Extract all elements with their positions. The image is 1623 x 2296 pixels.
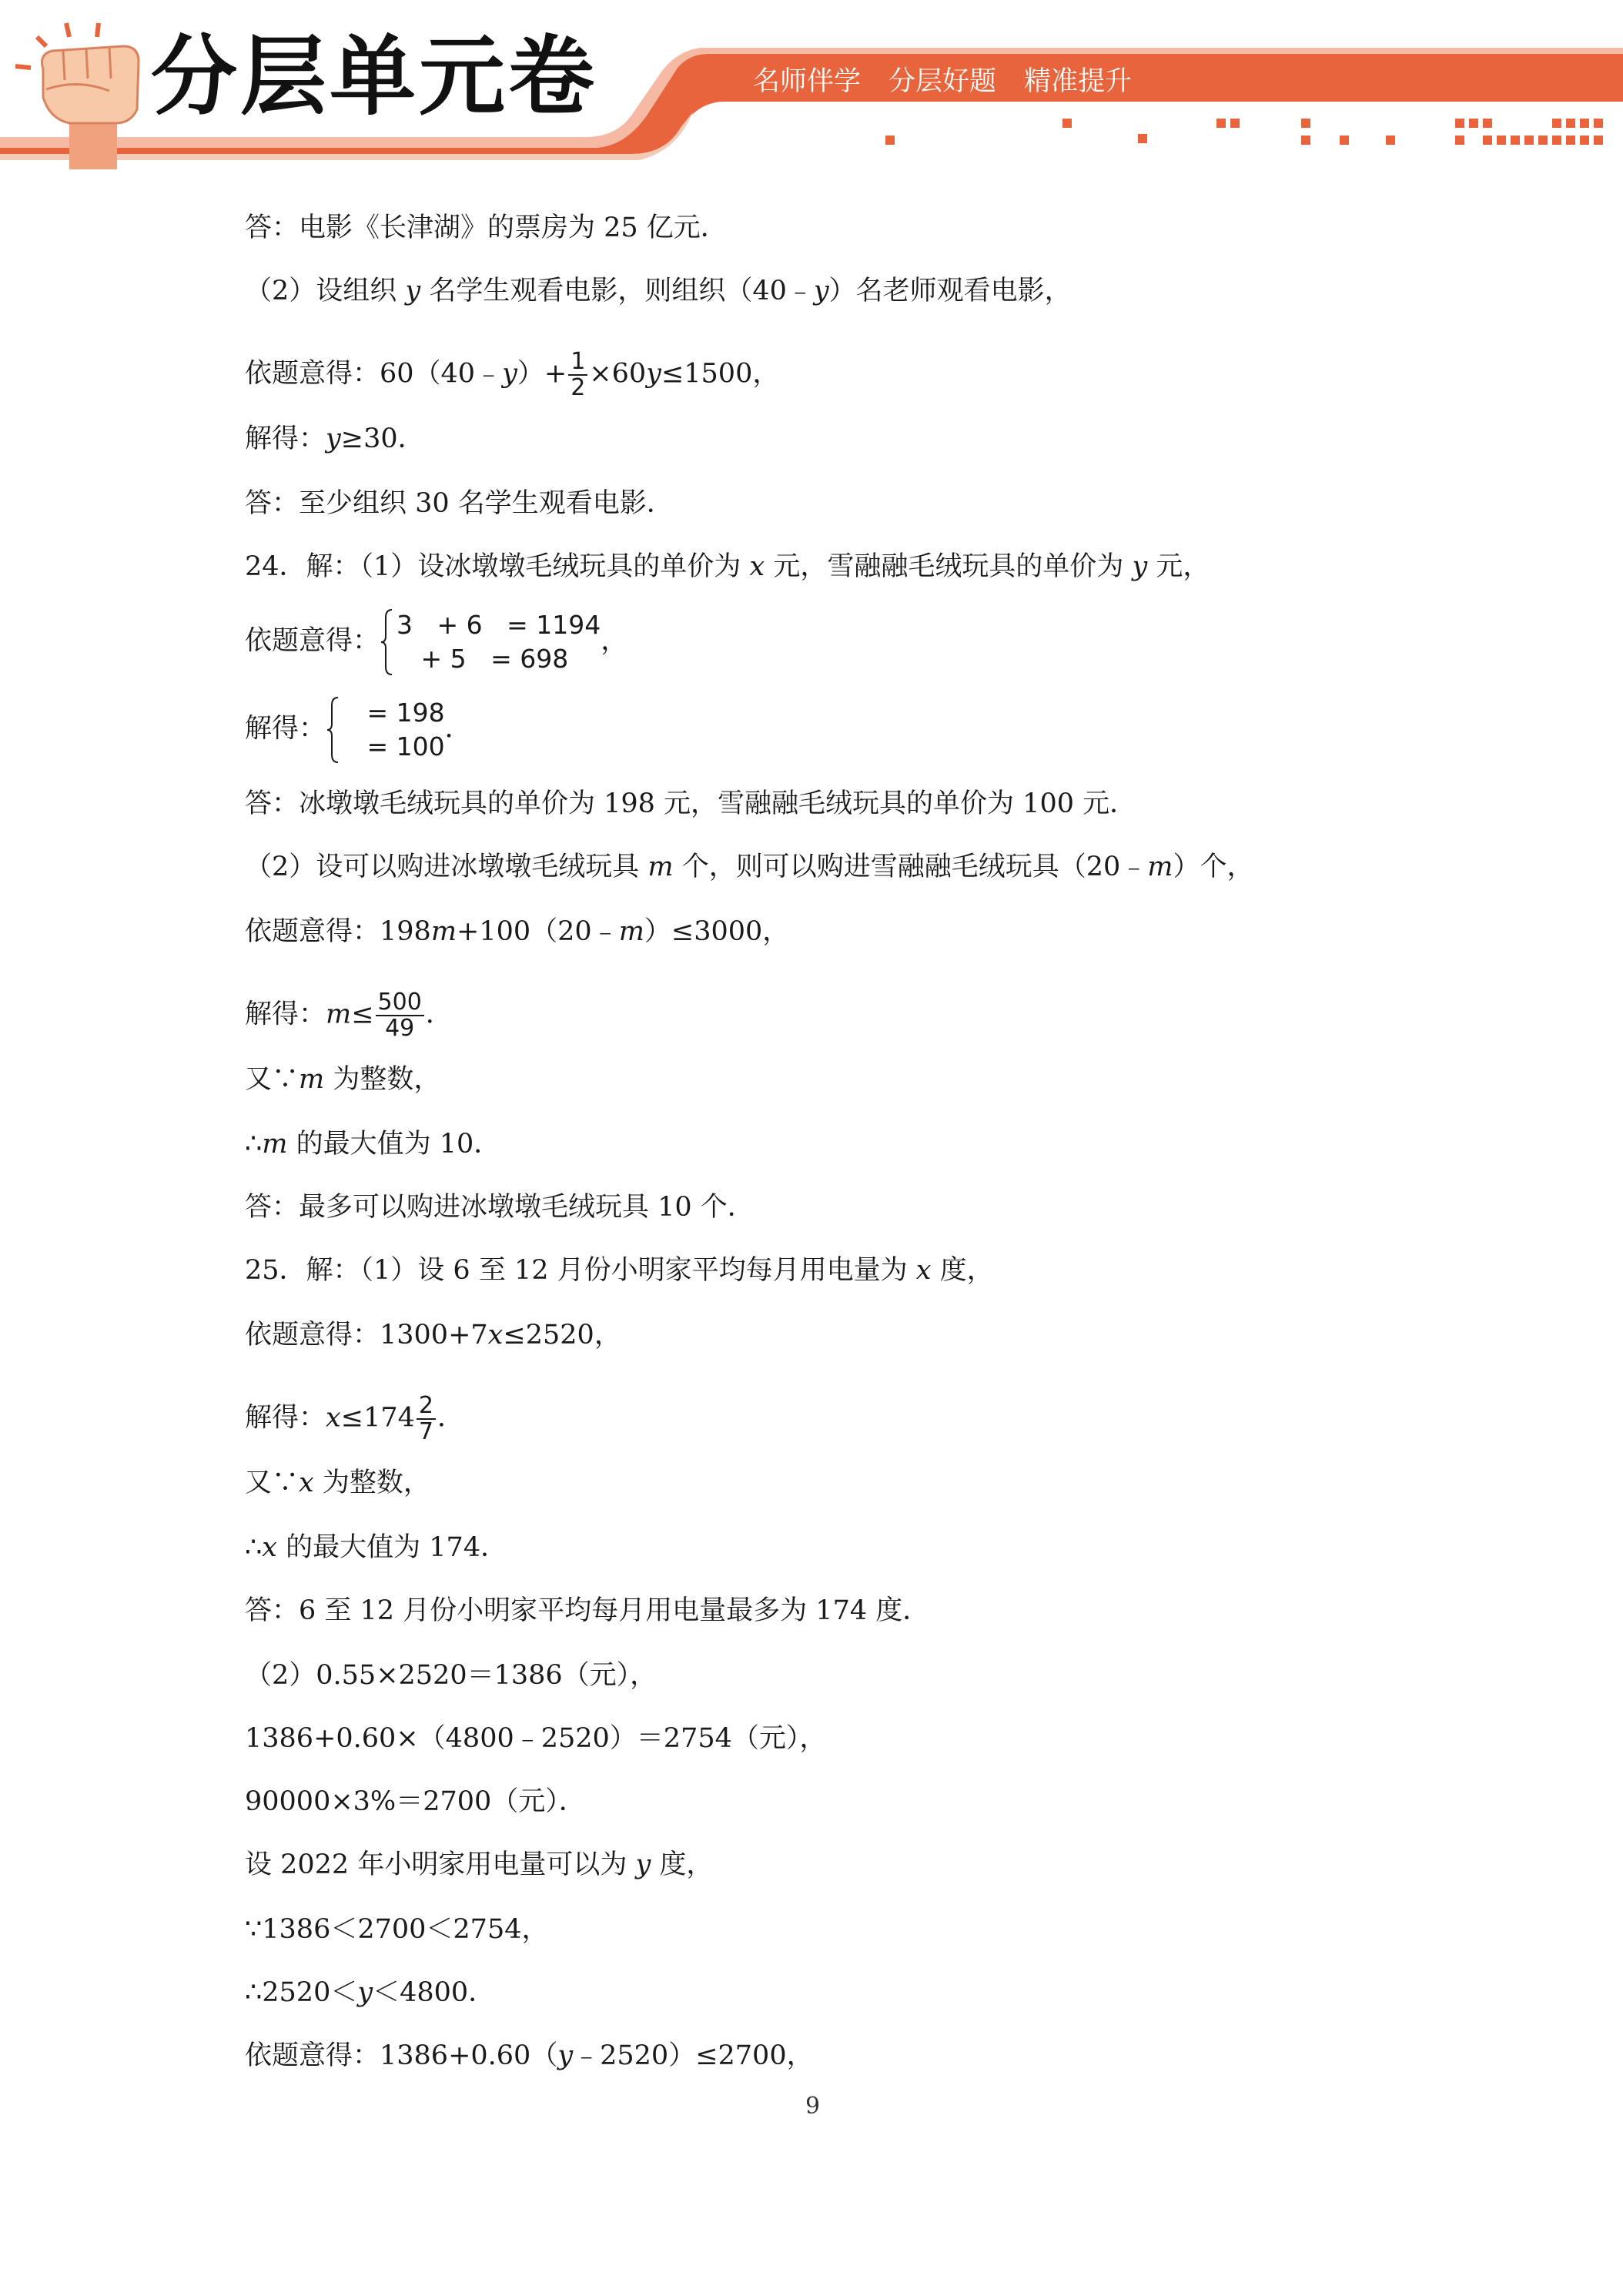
text-line: （2）设可以购进冰墩墩毛绒玩具 m 个，则可以购进雪融融毛绒玩具（20﹣m）个， <box>245 852 1254 882</box>
text-line: 1386+0.60×（4800﹣2520）＝2754（元）， <box>245 1723 827 1754</box>
text-line: ∴x 的最大值为 174． <box>245 1532 508 1563</box>
text-line: 依题意得： 3 + 6 = 1194 + 5 = 698 ， <box>245 608 627 676</box>
text-line: 解得： = 198 = 100 ． <box>245 696 472 764</box>
text-line: ∴m 的最大值为 10． <box>245 1129 501 1160</box>
slogan-item: 名师伴学 <box>753 66 862 97</box>
page-number: 9 <box>805 2093 821 2120</box>
brand-title: 分层单元卷 <box>151 27 597 127</box>
text-line: （2）0.55×2520＝1386（元）， <box>245 1660 658 1691</box>
text-line: 又∵m 为整数， <box>245 1064 441 1095</box>
text-line: 解得：y≥30． <box>245 423 425 454</box>
text-line: 答：冰墩墩毛绒玩具的单价为 198 元，雪融融毛绒玩具的单价为 100 元． <box>245 788 1137 819</box>
slogan-item: 分层好题 <box>888 66 997 97</box>
text-line: 依题意得：60（40﹣y）+ $\frac{1}{2}$ ×60y≤1500， <box>245 348 780 401</box>
equation-system: 3 + 6 = 1194 + 5 = 698 <box>380 608 601 676</box>
text-line: （2）设组织 y 名学生观看电影，则组织（40﹣y）名老师观看电影， <box>245 276 1072 306</box>
text-line: 答：最多可以购进冰墩墩毛绒玩具 10 个． <box>245 1192 755 1223</box>
text-line: 24．解：（1）设冰墩墩毛绒玩具的单价为 x 元，雪融融毛绒玩具的单价为 y 元， <box>245 551 1210 582</box>
fraction: $\frac{1}{2}$ <box>568 350 587 400</box>
text-line: 依题意得：1386+0.60（y﹣2520）≤2700， <box>245 2040 814 2071</box>
text-line: 依题意得：198m+100（20﹣m）≤3000， <box>245 916 790 947</box>
slogan-item: 精准提升 <box>1024 66 1133 97</box>
text-line: 解得：m≤ $\frac{500}{49}$ ． <box>245 989 453 1042</box>
text-line: ∵1386＜2700＜2754， <box>245 1914 549 1945</box>
text-line: 设 2022 年小明家用电量可以为 y 度， <box>245 1849 714 1880</box>
text-line: 90000×3%＝2700（元）． <box>245 1786 586 1817</box>
text-line: ∴2520＜y＜4800． <box>245 1977 496 2008</box>
text-line: 答：6 至 12 月份小明家平均每月用电量最多为 174 度． <box>245 1595 930 1626</box>
decorative-squares <box>885 119 1603 145</box>
text-line: 又∵x 为整数， <box>245 1468 430 1498</box>
left-brace-icon <box>380 608 395 676</box>
page-header <box>0 0 1623 169</box>
fraction: $\frac{2}{7}$ <box>417 1394 436 1444</box>
header-slogan <box>753 60 1160 103</box>
text-line: 解得：x≤174 $\frac{2}{7}$ ． <box>245 1392 465 1445</box>
equation-system: = 198 = 100 <box>326 696 445 764</box>
text-line: 答：电影《长津湖》的票房为 25 亿元． <box>245 213 728 243</box>
text-line: 答：至少组织 30 名学生观看电影． <box>245 488 674 519</box>
text-line: 依题意得：1300+7x≤2520， <box>245 1320 621 1350</box>
text-line: 25．解：（1）设 6 至 12 月份小明家平均每月用电量为 x 度， <box>245 1255 994 1286</box>
left-brace-icon <box>326 696 341 764</box>
fraction: $\frac{500}{49}$ <box>376 990 424 1041</box>
